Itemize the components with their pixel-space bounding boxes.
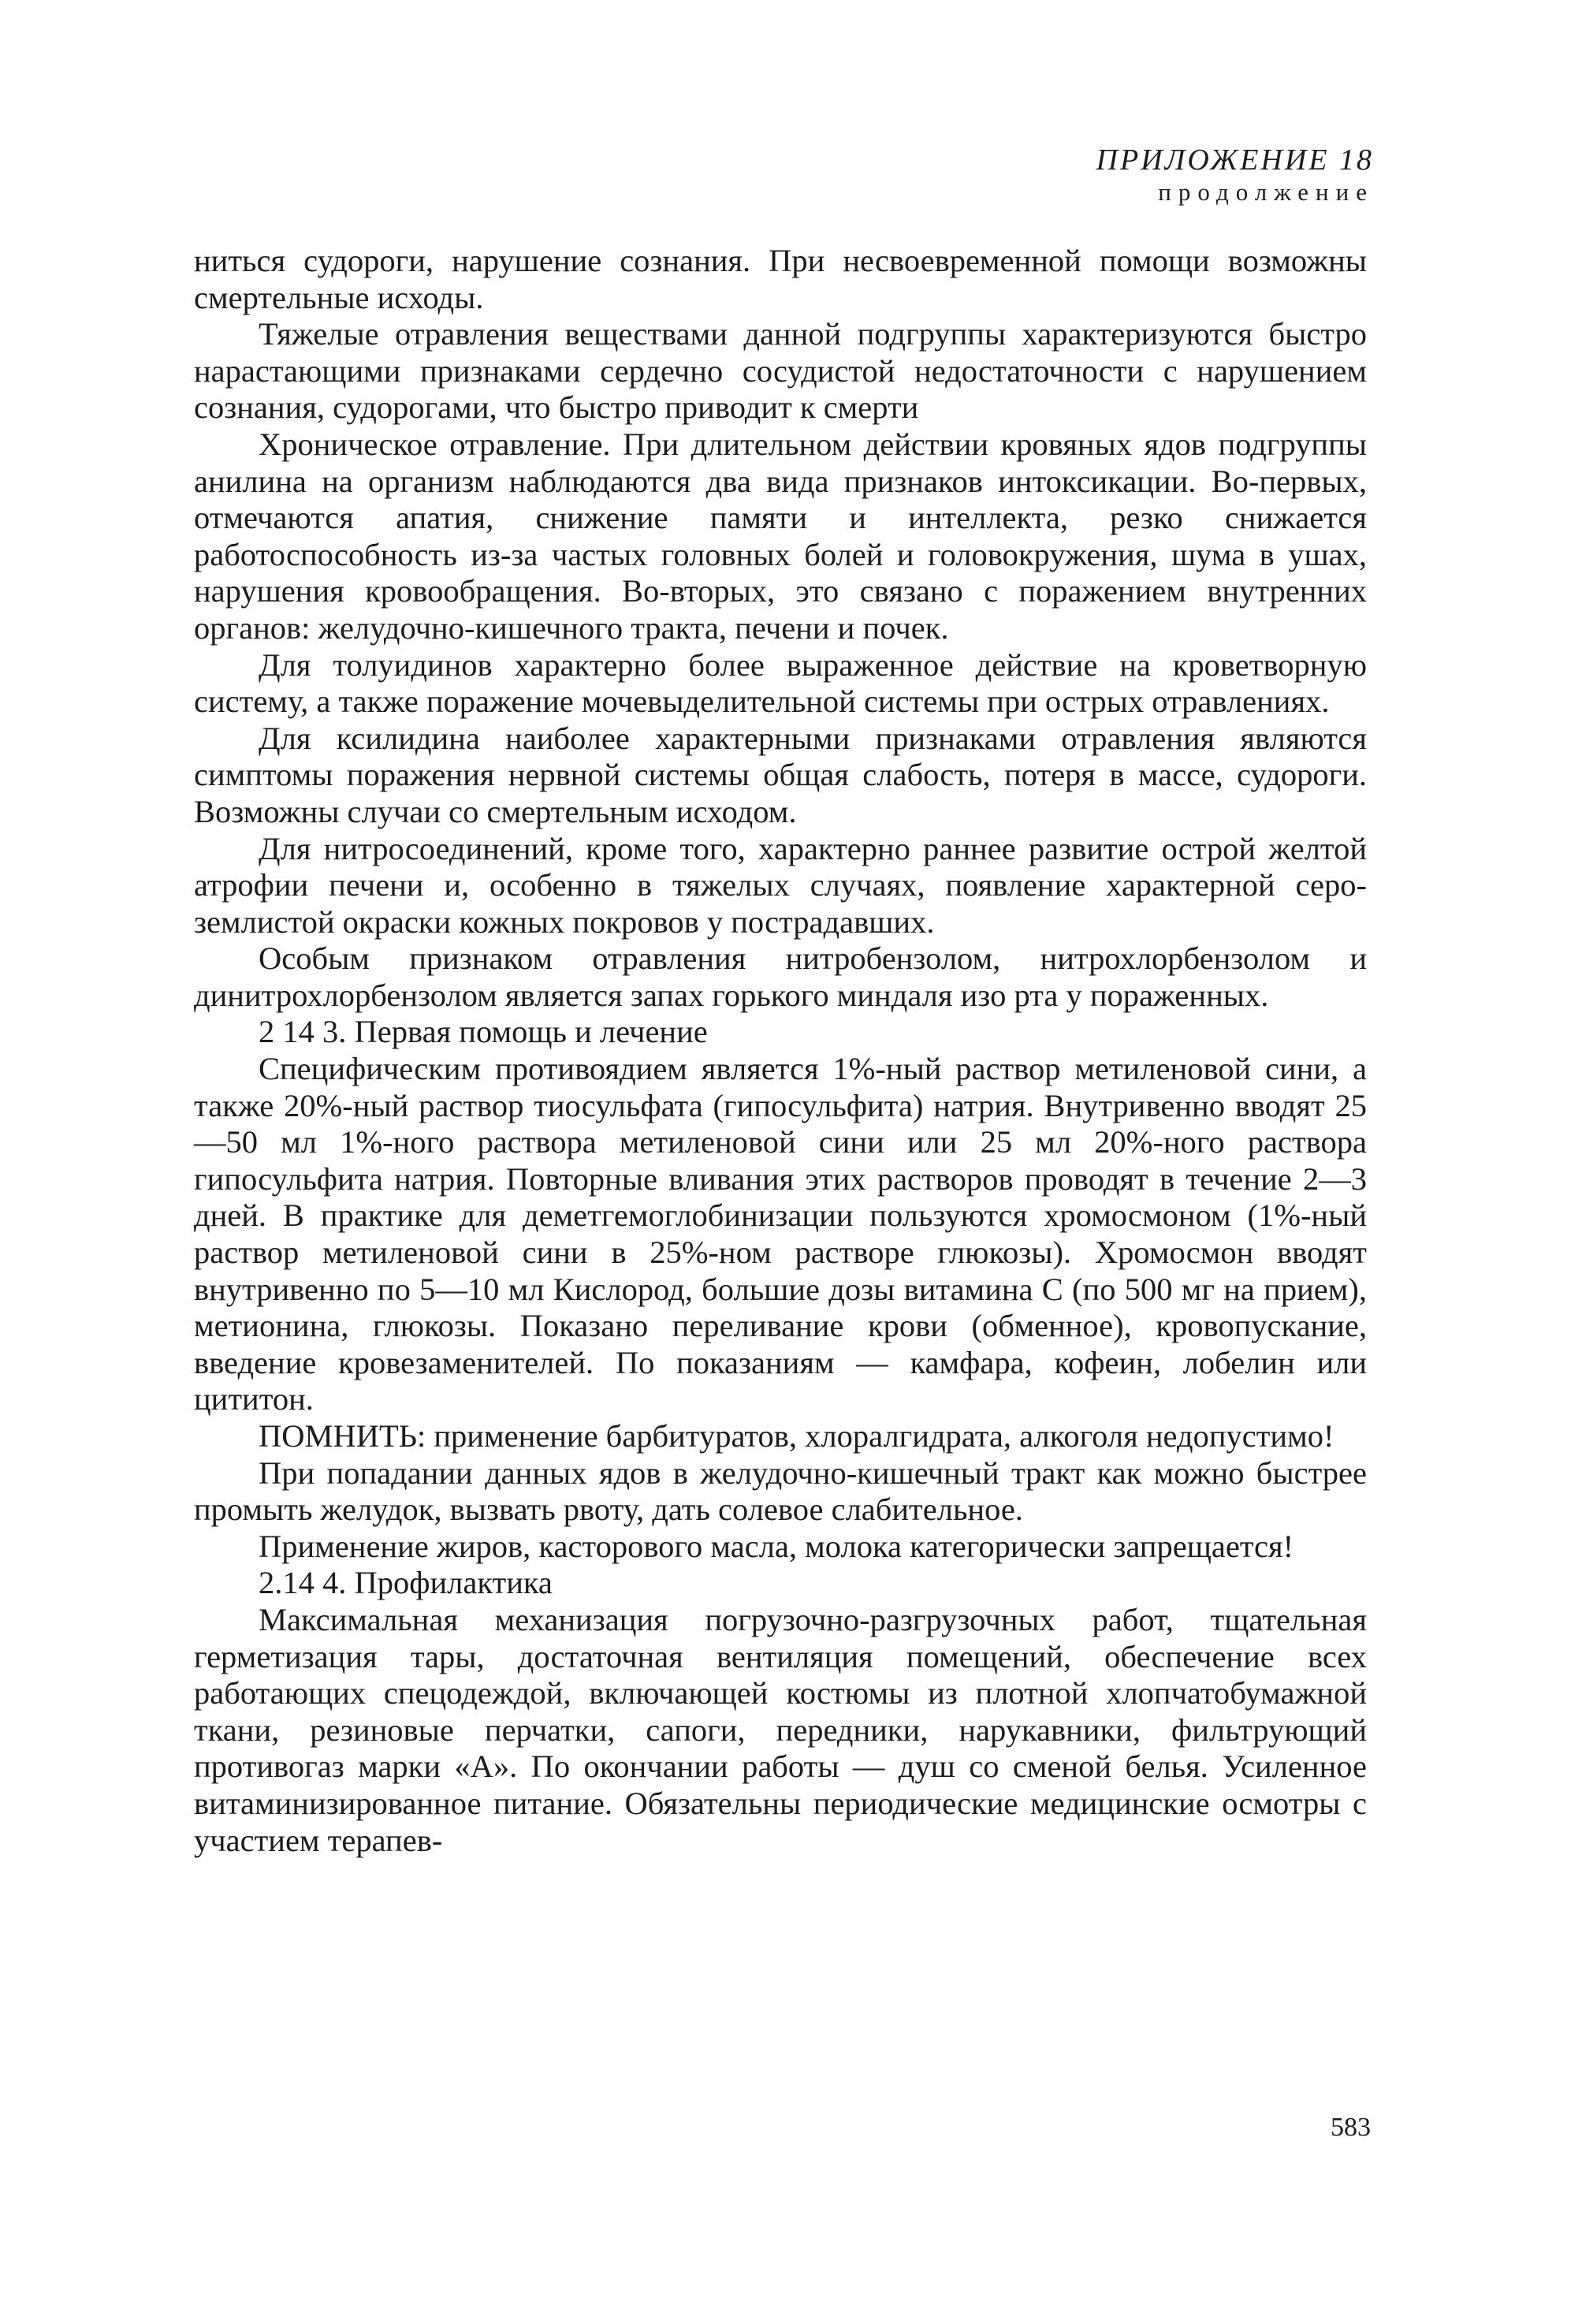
appendix-continuation-label: продолжение (1158, 177, 1374, 206)
paragraph-nitro-compounds: Для нитросоединений, кроме того, характерно раннее развитие острой желтой атрофии печени и, особенно в тяжелых случаях, появление характерной серо-землистой окраски кожных покровов у пострадавших. (194, 830, 1367, 940)
paragraph-chronic-poisoning: Хроническое отравление. При длительном действии кровяных ядов подгруппы анилина на организм наблюдаются два вида признаков интоксикации. Во-первых, отмечаются апатия, снижение памяти и интеллекта, резко снижается работоспособность из-за частых головных болей и головокружения, шума в ушах, нарушения кровообращения. Во-вторых, это связано с поражением внутренних органов: желудочно-кишечного тракта, печени и почек. (194, 426, 1367, 646)
section-heading-first-aid: 2 14 3. Первая помощь и лечение (259, 1014, 708, 1050)
paragraph-continuation: ниться судороги, нарушение сознания. При несвоевременной помощи возможны смертельные исходы. (194, 243, 1367, 315)
paragraph-prevention-measures: Максимальная механизация погрузочно-разгрузочных работ, тщательная герметизация тары, достаточная вентиляция помещений, обеспечение всех работающих спецодеждой, включающей костюмы из плотной хлопчатобумажной ткани, резиновые перчатки, сапоги, передники, нарукавники, фильтрующий противогаз марки «А». По окончании работы — душ со сменой белья. Усиленное витаминизированное питание. Обязательны периодические медицинские осмотры с участием терапев- (194, 1601, 1367, 1858)
paragraph-severe-poisoning: Тяжелые отравления веществами данной подгруппы характеризуются быстро нарастающими признаками сердечно сосудистой недостаточности с нарушением сознания, судорогами, что быстро приводит к смерти (194, 316, 1367, 426)
paragraph-gastric-lavage: При попадании данных ядов в желудочно-кишечный тракт как можно быстрее промыть желудок, вызвать рвоту, дать солевое слабительное. (194, 1454, 1367, 1528)
appendix-title: ПРИЛОЖЕНИЕ 18 (1096, 143, 1374, 177)
paragraph-xylidine: Для ксилидина наиболее характерными признаками отравления являются симптомы поражения нервной системы общая слабость, потеря в массе, судороги. Возможны случаи со смертельным исходом. (194, 720, 1367, 829)
page-body (194, 243, 1367, 1859)
paragraph-toluidines: Для толуидинов характерно более выраженное действие на кроветворную систему, а также поражение мочевыделительной системы при острых отравлениях. (194, 646, 1367, 720)
paragraph-antidote: Специфическим противоядием является 1%-ный раствор метиленовой сини, а также 20%-ный раствор тиосульфата (гипосульфита) натрия. Внутривенно вводят 25—50 мл 1%-ного раствора метиленовой сини или 25 мл 20%-ного раствора гипосульфита натрия. Повторные вливания этих растворов проводят в течение 2—3 дней. В практике для деметгемоглобинизации пользуются хромосмоном (1%-ный раствор метиленовой сини в 25%-ном растворе глюкозы). Хромосмон вводят внутривенно по 5—10 мл Кислород, большие дозы витамина С (по 500 мг на прием), метионина, глюкозы. Показано переливание крови (обменное), кровопускание, введение кровезаменителей. По показаниям — камфара, кофеин, лобелин или цититон. (194, 1051, 1367, 1417)
paragraph-prohibited-foods: Применение жиров, касторового масла, молока категорически запрещается! (259, 1528, 1294, 1564)
paragraph-warning: ПОМНИТЬ: применение барбитуратов, хлоралгидрата, алкоголя недопустимо! (259, 1418, 1334, 1454)
page-number: 583 (1331, 2113, 1371, 2142)
section-heading-prevention: 2.14 4. Профилактика (259, 1565, 553, 1601)
running-header (1096, 143, 1374, 206)
paragraph-nitrobenzene-sign: Особым признаком отравления нитробензолом, нитрохлорбензолом и динитрохлорбензолом является запах горького миндаля изо рта у пораженных. (194, 940, 1367, 1013)
